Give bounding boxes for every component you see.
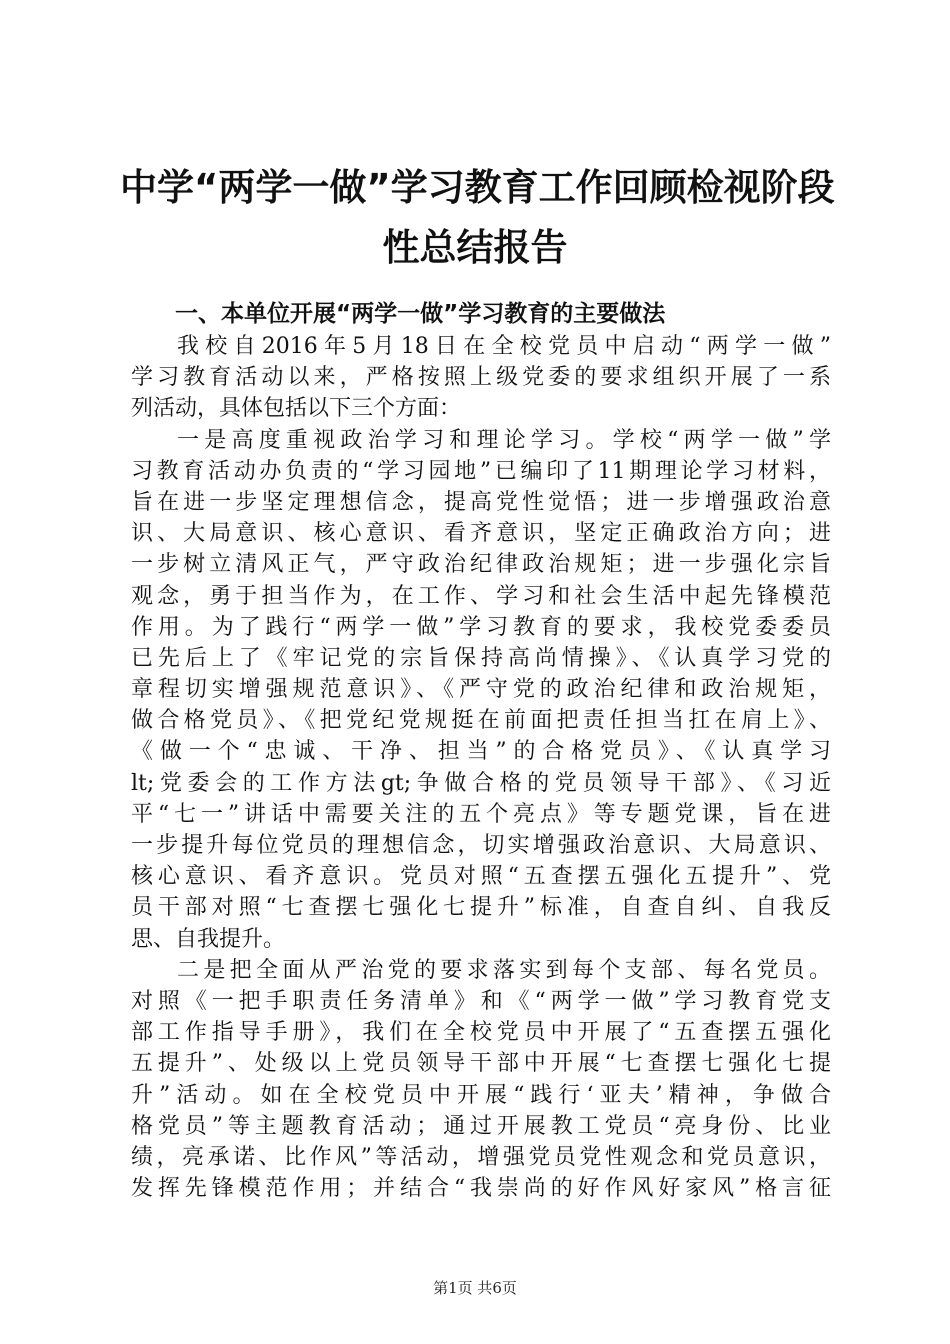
body-text xyxy=(131,331,831,1204)
paragraph-line: 习教育活动办负责的“学习园地”已编印了11期理论学习材料， xyxy=(131,458,831,484)
paragraph-line: 做合格党员》、《把党纪党规挺在前面把责任担当扛在肩上》、 xyxy=(131,708,831,734)
paragraph-line: 绩，亮承诺、比作风”等活动，增强党员党性观念和党员意识， xyxy=(131,1144,831,1170)
paragraph-line: 部工作指导手册》，我们在全校党员中开展了“五查摆五强化 xyxy=(131,1020,831,1046)
paragraph-line: 二是把全面从严治党的要求落实到每个支部、每名党员。 xyxy=(177,957,831,983)
document-title-line-2: 性总结报告 xyxy=(382,226,568,269)
paragraph-line: 识、大局意识、核心意识、看齐意识，坚定正确政治方向；进 xyxy=(131,521,831,547)
paragraph-line: 格党员”等主题教育活动；通过开展教工党员“亮身份、比业 xyxy=(131,1113,831,1139)
paragraph-line: 对照《一把手职责任务清单》和《“两学一做”学习教育党支 xyxy=(131,988,831,1014)
paragraph-line: 旨在进一步坚定理想信念，提高党性觉悟；进一步增强政治意 xyxy=(131,489,831,515)
page-number-footer: 第1页 共6页 xyxy=(433,1279,517,1297)
paragraph-line: 升”活动。如在全校党员中开展“践行‘亚夫’精神，争做合 xyxy=(131,1082,831,1108)
paragraph-line: 学习教育活动以来，严格按照上级党委的要求组织开展了一系 xyxy=(131,365,831,391)
paragraph-line: 思、自我提升。 xyxy=(131,926,286,952)
paragraph-line: 一步提升每位党员的理想信念，切实增强政治意识、大局意识、 xyxy=(131,833,831,858)
document-title-line-1: 中学“两学一做”学习教育工作回顾检视阶段 xyxy=(120,166,835,209)
paragraph-line: 一是高度重视政治学习和理论学习。学校“两学一做”学 xyxy=(177,427,831,453)
paragraph-line: 核心意识、看齐意识。党员对照“五查摆五强化五提升”、党 xyxy=(131,864,831,890)
paragraph-line: 我校自2016年5月18日在全校党员中启动“两学一做” xyxy=(177,334,831,359)
paragraph-line: 列活动，具体包括以下三个方面： xyxy=(131,396,462,422)
paragraph-line: lt;党委会的工作方法gt;争做合格的党员领导干部》、《习近 xyxy=(131,770,831,796)
paragraph-line: 发挥先锋模范作用；并结合“我崇尚的好作风好家风”格言征 xyxy=(131,1176,831,1202)
paragraph-line: 《做一个“忠诚、干净、担当”的合格党员》、《认真学习 xyxy=(131,739,831,765)
paragraph-line: 平“七一”讲话中需要关注的五个亮点》等专题党课，旨在进 xyxy=(131,801,831,827)
paragraph-line: 员干部对照“七查摆七强化七提升”标准，自查自纠、自我反 xyxy=(131,895,831,921)
paragraph-line: 已先后上了《牢记党的宗旨保持高尚情操》、《认真学习党的 xyxy=(131,645,831,671)
paragraph-line: 观念，勇于担当作为，在工作、学习和社会生活中起先锋模范 xyxy=(131,583,831,609)
section-heading: 一、本单位开展“两学一做”学习教育的主要做法 xyxy=(175,301,666,327)
paragraph-line: 章程切实增强规范意识》、《严守党的政治纪律和政治规矩， xyxy=(131,677,831,703)
paragraph-line: 一步树立清风正气，严守政治纪律政治规矩；进一步强化宗旨 xyxy=(131,552,831,578)
paragraph-line: 作用。为了践行“两学一做”学习教育的要求，我校党委委员 xyxy=(131,614,831,640)
paragraph-line: 五提升”、处级以上党员领导干部中开展“七查摆七强化七提 xyxy=(131,1051,831,1077)
